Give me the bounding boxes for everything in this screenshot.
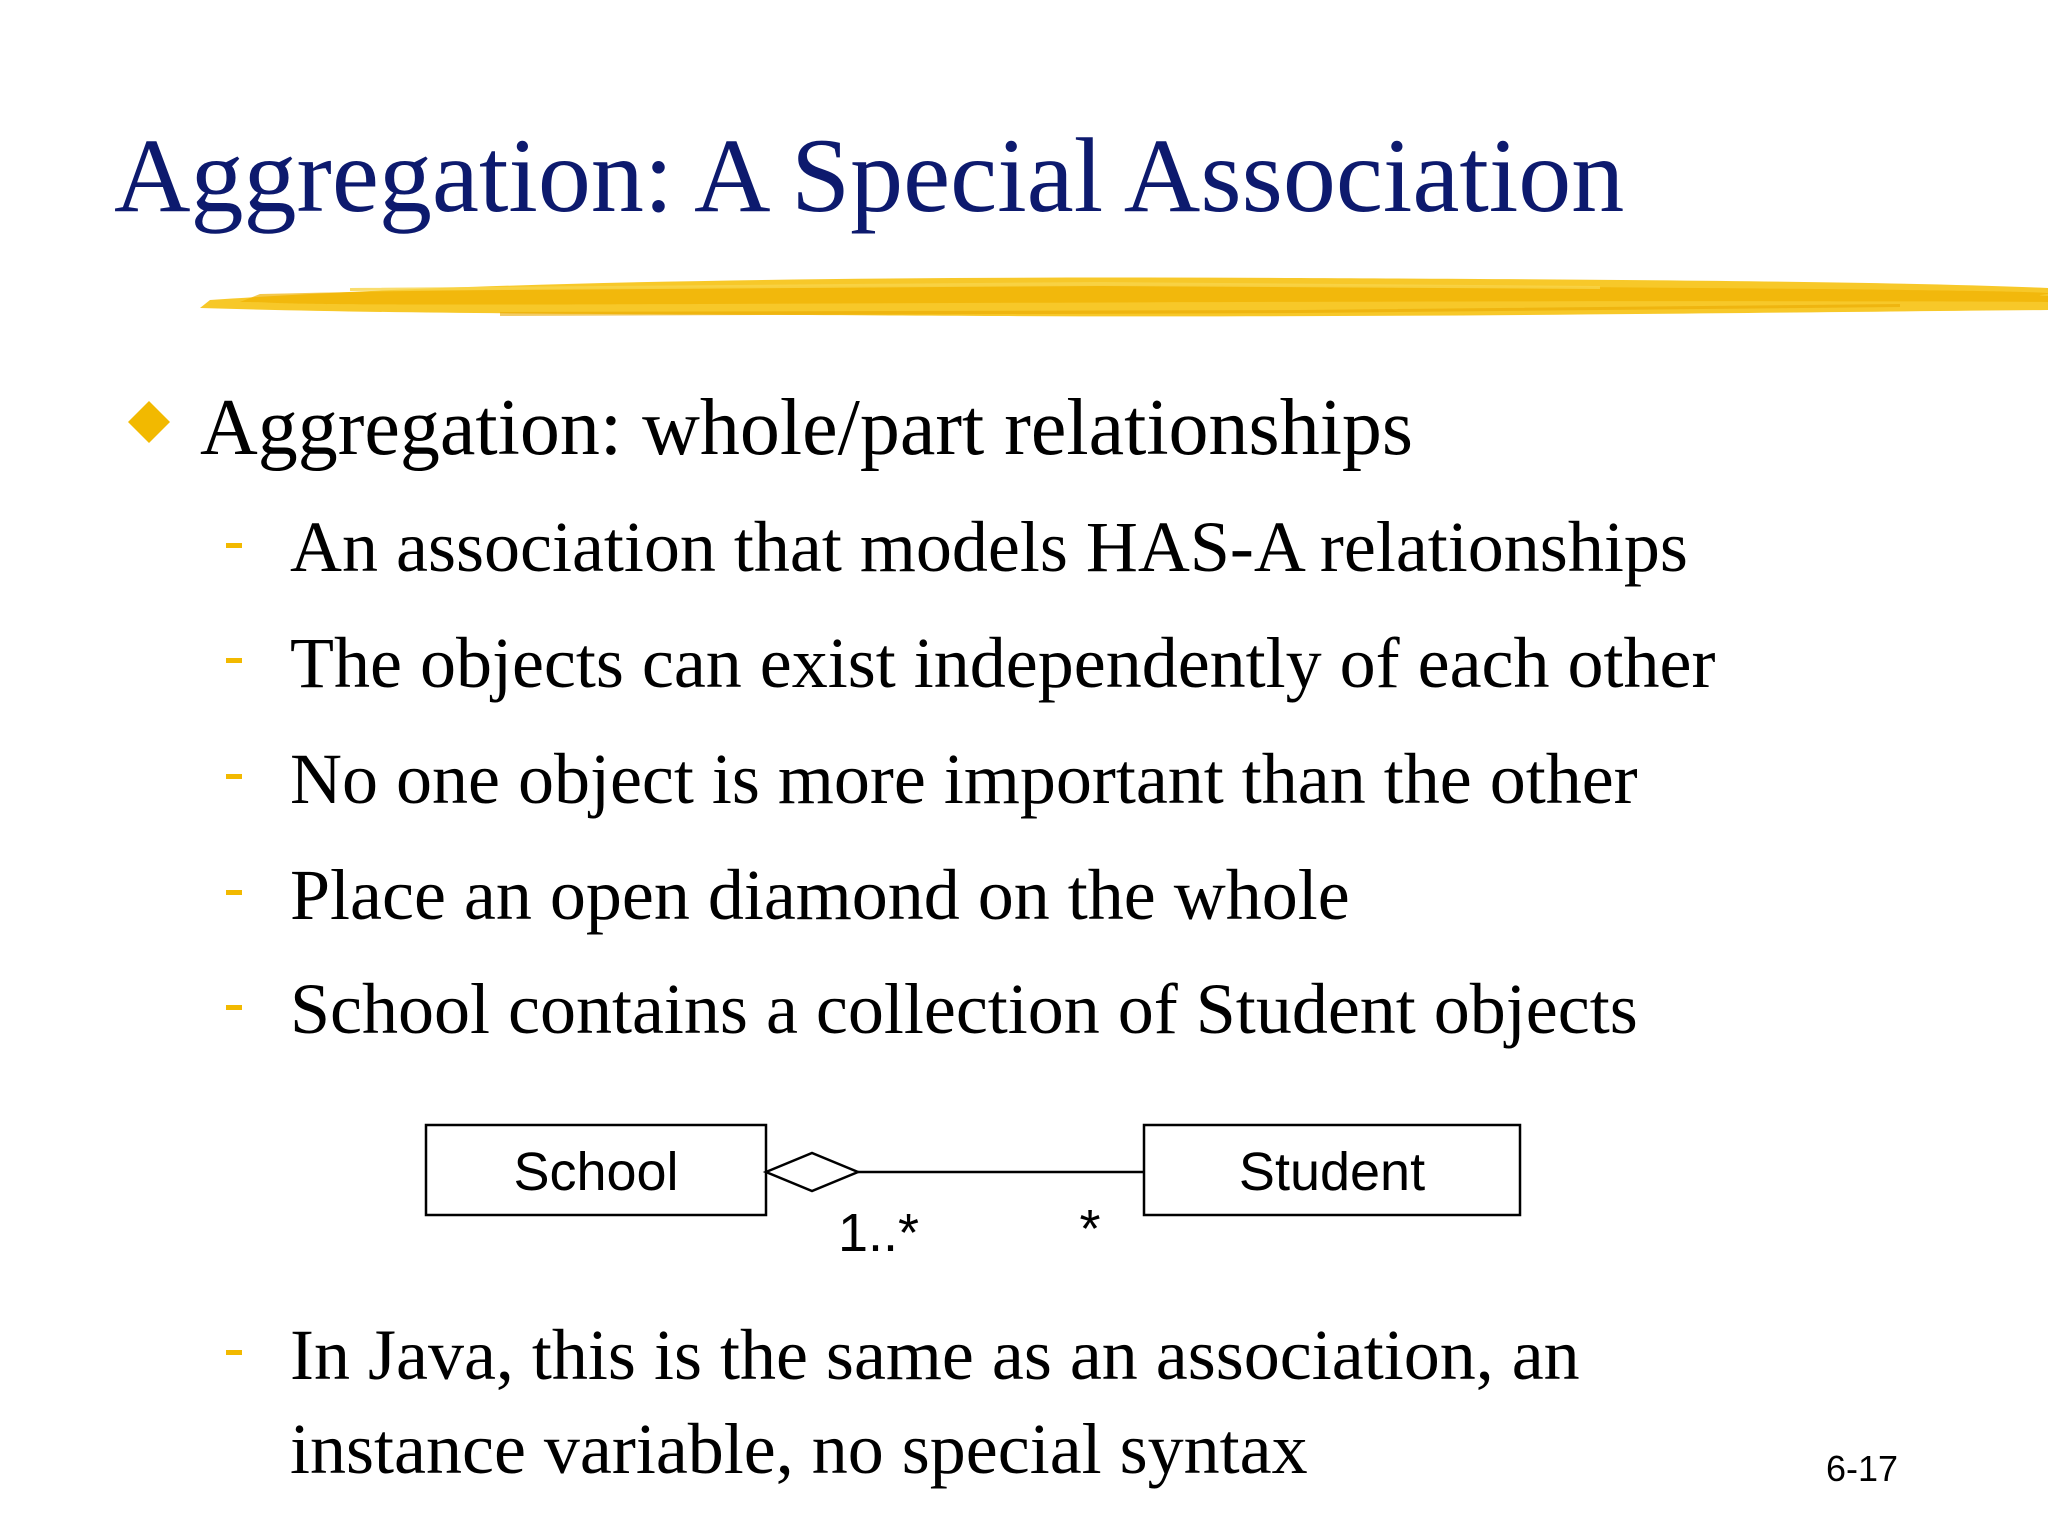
page-number: 6-17 xyxy=(1826,1448,1899,1489)
sub-item-independent: The objects can exist independently of each other xyxy=(290,623,1716,703)
sub-item-java-line1: In Java, this is the same as an association, an xyxy=(290,1315,1580,1395)
student-class-label: Student xyxy=(1238,1142,1426,1202)
dash-bullet-icon xyxy=(226,658,242,663)
main-bullet-text: Aggregation: whole/part relationships xyxy=(200,384,1414,472)
part-multiplicity-label: * xyxy=(1079,1199,1101,1259)
dash-bullet-icon xyxy=(226,1005,242,1010)
dash-bullet-icon xyxy=(226,890,242,895)
sub-item-has-a: An association that models HAS-A relationships xyxy=(290,507,1688,587)
slide-title: Aggregation: A Special Association xyxy=(114,117,1625,234)
uml-aggregation-diagram xyxy=(420,1115,1530,1275)
title-underline-stroke xyxy=(200,262,2048,332)
whole-multiplicity-label: 1..* xyxy=(838,1203,920,1263)
sub-item-java-line2: instance variable, no special syntax xyxy=(290,1409,1308,1489)
dash-bullet-icon xyxy=(226,1350,242,1355)
sub-item-school-students: School contains a collection of Student objects xyxy=(290,969,1638,1049)
dash-bullet-icon xyxy=(226,543,242,548)
school-class-label: School xyxy=(513,1142,679,1202)
sub-item-open-diamond: Place an open diamond on the whole xyxy=(290,855,1350,935)
diamond-bullet-icon xyxy=(128,401,170,443)
sub-item-importance: No one object is more important than the other xyxy=(290,739,1638,819)
dash-bullet-icon xyxy=(226,774,242,779)
aggregation-diamond-icon xyxy=(766,1153,858,1191)
